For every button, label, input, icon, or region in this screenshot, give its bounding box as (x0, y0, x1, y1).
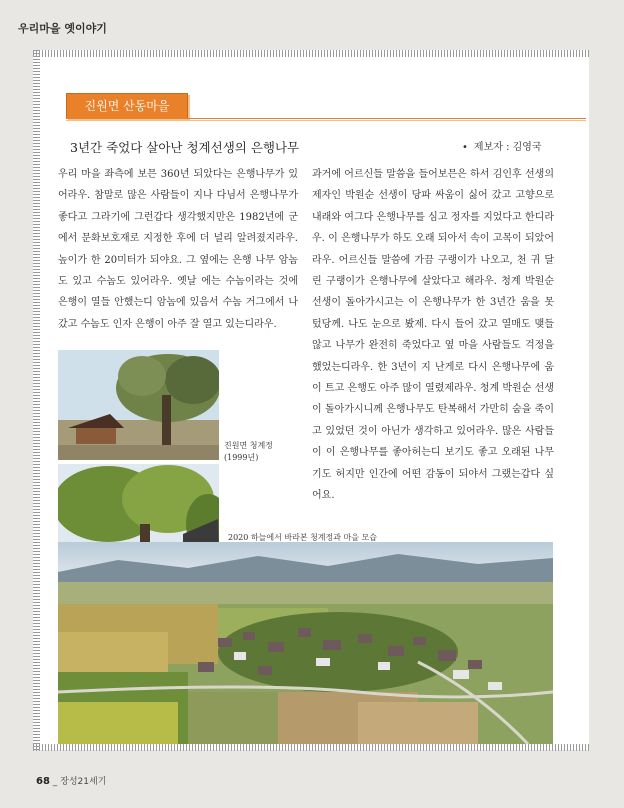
article-left-column: 우리 마을 좌측에 보믄 360년 되았다는 은행나무가 있어라우. 참말로 많은 사람들이 지나 다님서 은행나무가 좋다고 그라기에 그런갑다 생각했지만은 1982년에 군에서 문화보호재로 지정한 후에 더 널리 알려졌지라우. 높이가 한 20미터가 되야요. 그 옆에는 은행 나무 암놈도 있고 수놈도 있어라우. 옛날 에는 수놈이라는 것에 은행이 열들 안했는디 암놈에 있음서 수놈 거그에서 나 갔고 수놈도 인자 은행이 아주 잘 열고 있는디라우. (58, 169, 298, 330)
dotted-border-bottom (33, 744, 589, 751)
article-title: 3년간 죽었다 살아난 청계선생의 은행나무 (70, 140, 300, 155)
page-number: 68 (36, 776, 50, 787)
magazine-name: _ 장성21세기 (52, 777, 107, 787)
old-pavilion-photo (58, 350, 219, 460)
old-photo-caption-line2: (1999년) (224, 453, 259, 462)
region-badge-label: 진원면 산동마을 (84, 99, 170, 113)
aerial-photo-caption: 2020 하늘에서 바라본 청계정과 마을 모습 (228, 533, 377, 542)
aerial-village-photo (58, 542, 553, 744)
bullet-icon: • (462, 142, 468, 153)
old-photo-caption-line1: 진원면 청계정 (224, 441, 273, 450)
region-badge (66, 93, 188, 119)
page-header-title: 우리마을 옛이야기 (18, 22, 107, 35)
reporter-line (462, 138, 542, 153)
reporter-text: 제보자 : 김영국 (473, 142, 542, 153)
dotted-border-top (33, 50, 589, 57)
badge-rule-shadow (66, 120, 586, 121)
article-right-column: 과거에 어르신들 말씀을 들어보믄은 하서 김인후 선생의 제자인 박원순 선생이 당파 싸움이 싫어 갔고 고향으로 내래와 여그다 은행나무를 심고 정자를 지었다고 한디라우. 이 은행나무가 하도 오래 되아서 속이 고목이 되았어라우. 어르신들 말씀에 가끔 구랭이가 나오고, 천 귀 달린 구랭이가 은행나무에 살았다고 해라우. 청계 박원순 선생이 돌아가시고는 이 은행나무가 한 3년간 움을 못 텄당께. 나도 눈으로 봤제. 다시 들어 갔고 열매도 맺들 않고 나무가 완전히 죽었다고 옆 마을 사람들도 걱정을 했었는디라우. 한 3년이 지 난게로 다시 은행나무에 움이 트고 은행도 아주 많이 열렸제라우. 청계 박원순 선생이 돌아가시니께 은행나무도 탄복해서 가만히 숨을 죽이고 있었던 것이 아닌가 생각하고 있어라우. 많은 사람들이 이 은행나무를 좋아허는디 보기도 좋고 오래된 나무기도 허지만 인간에 어떤 감동이 되야서 그랬는갑다 싶어요. (312, 169, 554, 502)
page-footer (36, 774, 106, 787)
badge-rule (66, 118, 586, 119)
old-photo-caption (224, 440, 273, 464)
dotted-border-left (33, 50, 40, 750)
